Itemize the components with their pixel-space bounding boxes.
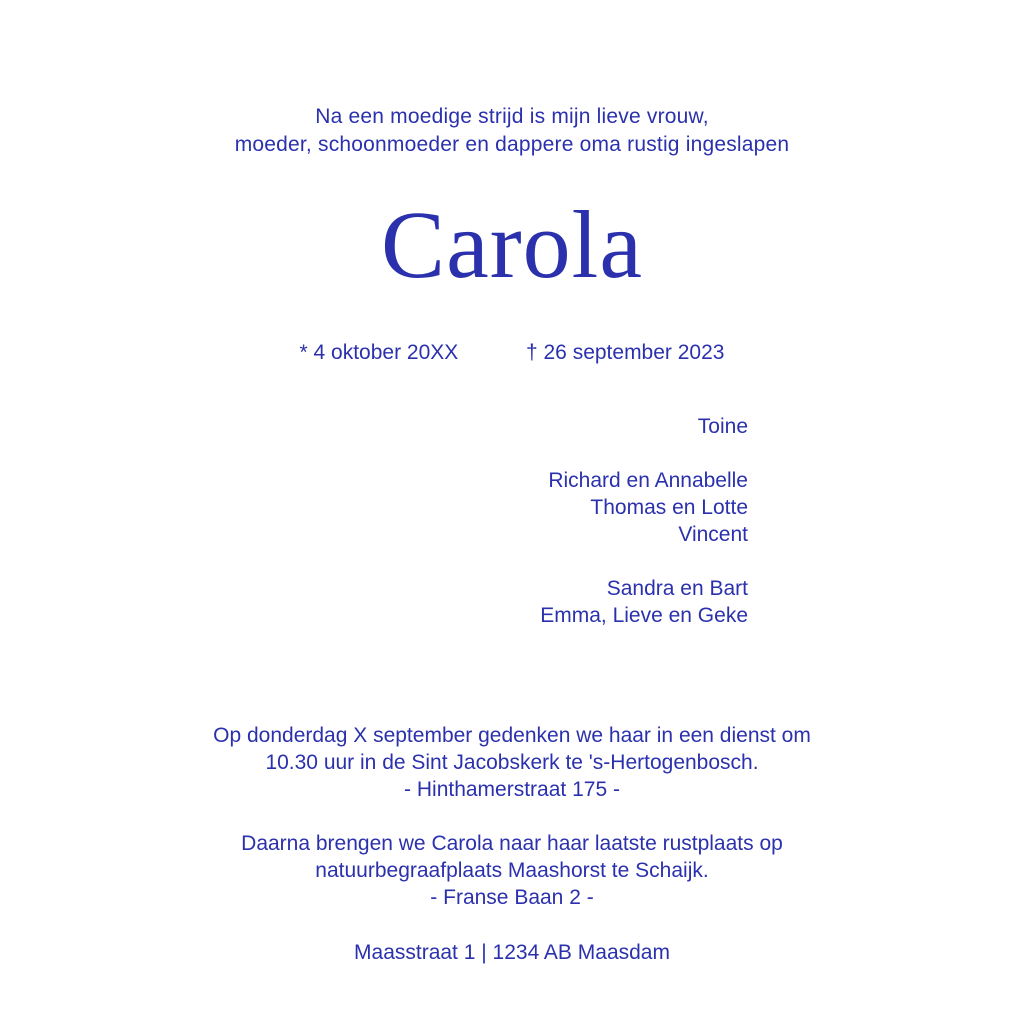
family-name: Thomas en Lotte bbox=[590, 496, 748, 519]
death-date: † 26 september 2023 bbox=[525, 341, 725, 364]
deceased-name: Carola bbox=[381, 191, 643, 298]
family-group-3 bbox=[0, 575, 748, 629]
life-dates bbox=[0, 338, 1024, 368]
intro-text bbox=[0, 103, 1024, 159]
birth-date: * 4 oktober 20XX bbox=[299, 341, 459, 364]
service-line: natuurbegraafplaats Maashorst te Schaijk. bbox=[315, 859, 709, 882]
service-line: - Hinthamerstraat 175 - bbox=[404, 778, 620, 801]
intro-line-2: moeder, schoonmoeder en dappere oma rustig ingeslapen bbox=[234, 133, 790, 156]
family-name: Emma, Lieve en Geke bbox=[540, 604, 748, 627]
service-line: - Franse Baan 2 - bbox=[430, 886, 594, 909]
family-name: Toine bbox=[697, 415, 748, 438]
correspondence-address: Maasstraat 1 | 1234 AB Maasdam bbox=[354, 941, 670, 964]
service-line: Op donderdag X september gedenken we haar in een dienst om bbox=[213, 724, 811, 747]
service-block-burial bbox=[0, 830, 1024, 911]
service-details bbox=[0, 722, 1024, 911]
service-line: 10.30 uur in de Sint Jacobskerk te 's-Hertogenbosch. bbox=[265, 751, 759, 774]
service-line: Daarna brengen we Carola naar haar laatste rustplaats op bbox=[241, 832, 783, 855]
intro-line-1: Na een moedige strijd is mijn lieve vrouw, bbox=[315, 105, 709, 128]
family-group-2 bbox=[0, 467, 748, 548]
family-names bbox=[0, 413, 748, 629]
family-name: Richard en Annabelle bbox=[548, 469, 748, 492]
family-group-1 bbox=[0, 413, 748, 440]
family-name: Sandra en Bart bbox=[606, 577, 748, 600]
family-name: Vincent bbox=[678, 523, 748, 546]
service-block-church bbox=[0, 722, 1024, 803]
